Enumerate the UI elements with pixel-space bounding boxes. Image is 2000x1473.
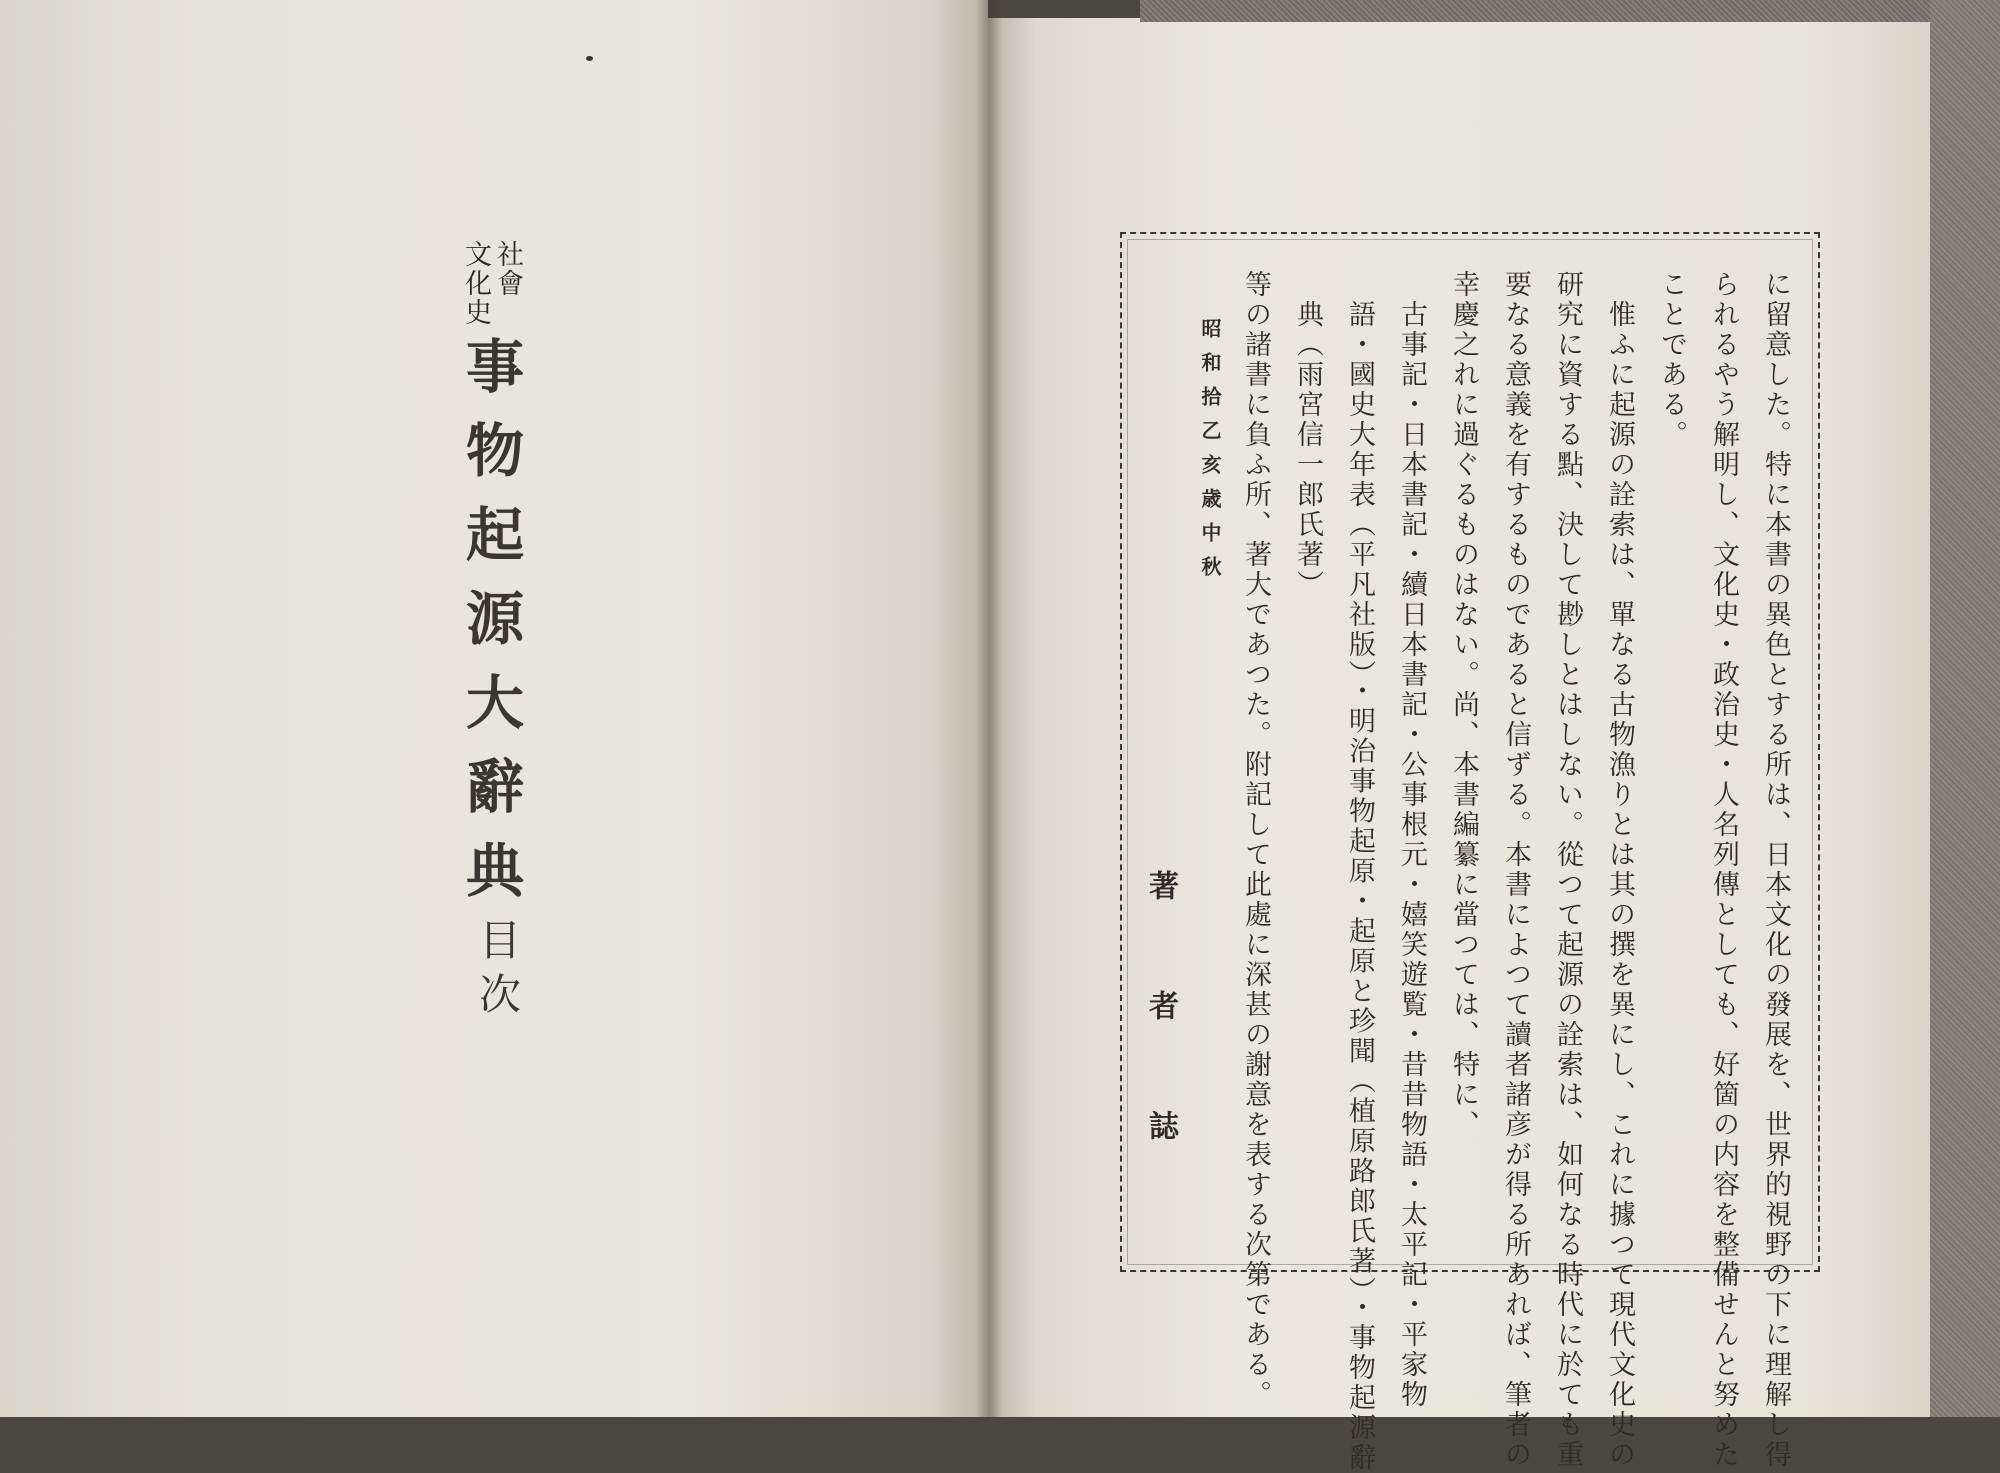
title-subtitle [460, 240, 522, 327]
subtitle-line-2: 文化史 [460, 240, 491, 327]
preface-author: 著者誌 [1143, 870, 1178, 1230]
preface-line-5: 研究に資する點、決して尠しとはしない。從つて起源の詮索は、如何なる時代に於ても重 [1552, 270, 1583, 1470]
preface-line-3: ことである。 [1656, 270, 1687, 450]
preface-date: 昭和拾乙亥歳中秋 [1198, 318, 1222, 590]
book-title: 事物起源大辭典 [456, 336, 524, 924]
subtitle-line-1: 社會 [492, 240, 523, 298]
preface-line-11: 等の諸書に負ふ所、著大であつた。附記して此處に深甚の謝意を表する次第である。 [1240, 270, 1271, 1410]
preface-line-10: 典（雨宮信一郎氏著） [1292, 300, 1323, 600]
paper-speck [586, 56, 593, 61]
toc-label: 目次 [473, 918, 522, 1026]
book-gutter [976, 0, 1002, 1417]
preface-line-2: られるやう解明し、文化史・政治史・人名列傳としても、好箇の内容を整備せんと努めた [1708, 270, 1739, 1470]
book-cover-edge [1930, 0, 2000, 1417]
preface-line-6: 要なる意義を有するものであると信ずる。本書によつて讀者諸彦が得る所あれば、筆者の [1500, 270, 1531, 1470]
preface-line-1: に留意した。特に本書の異色とする所は、日本文化の發展を、世界的視野の下に理解し得 [1760, 270, 1791, 1470]
book-cover-top [1140, 0, 2000, 22]
preface-line-8: 古事記・日本書記・續日本書記・公事根元・嬉笑遊覧・昔昔物語・太平記・平家物 [1396, 300, 1427, 1410]
preface-line-9: 語・國史大年表（平凡社版）・明治事物起原・起原と珍聞（植原路郎氏著）・事物起源辭 [1344, 300, 1375, 1473]
preface-line-4: 惟ふに起源の詮索は、單なる古物漁りとは其の撰を異にし、これに據つて現代文化史の [1604, 300, 1635, 1470]
preface-line-7: 幸慶之れに過ぐるものはない。尚、本書編纂に當つては、特に、 [1448, 270, 1479, 1140]
